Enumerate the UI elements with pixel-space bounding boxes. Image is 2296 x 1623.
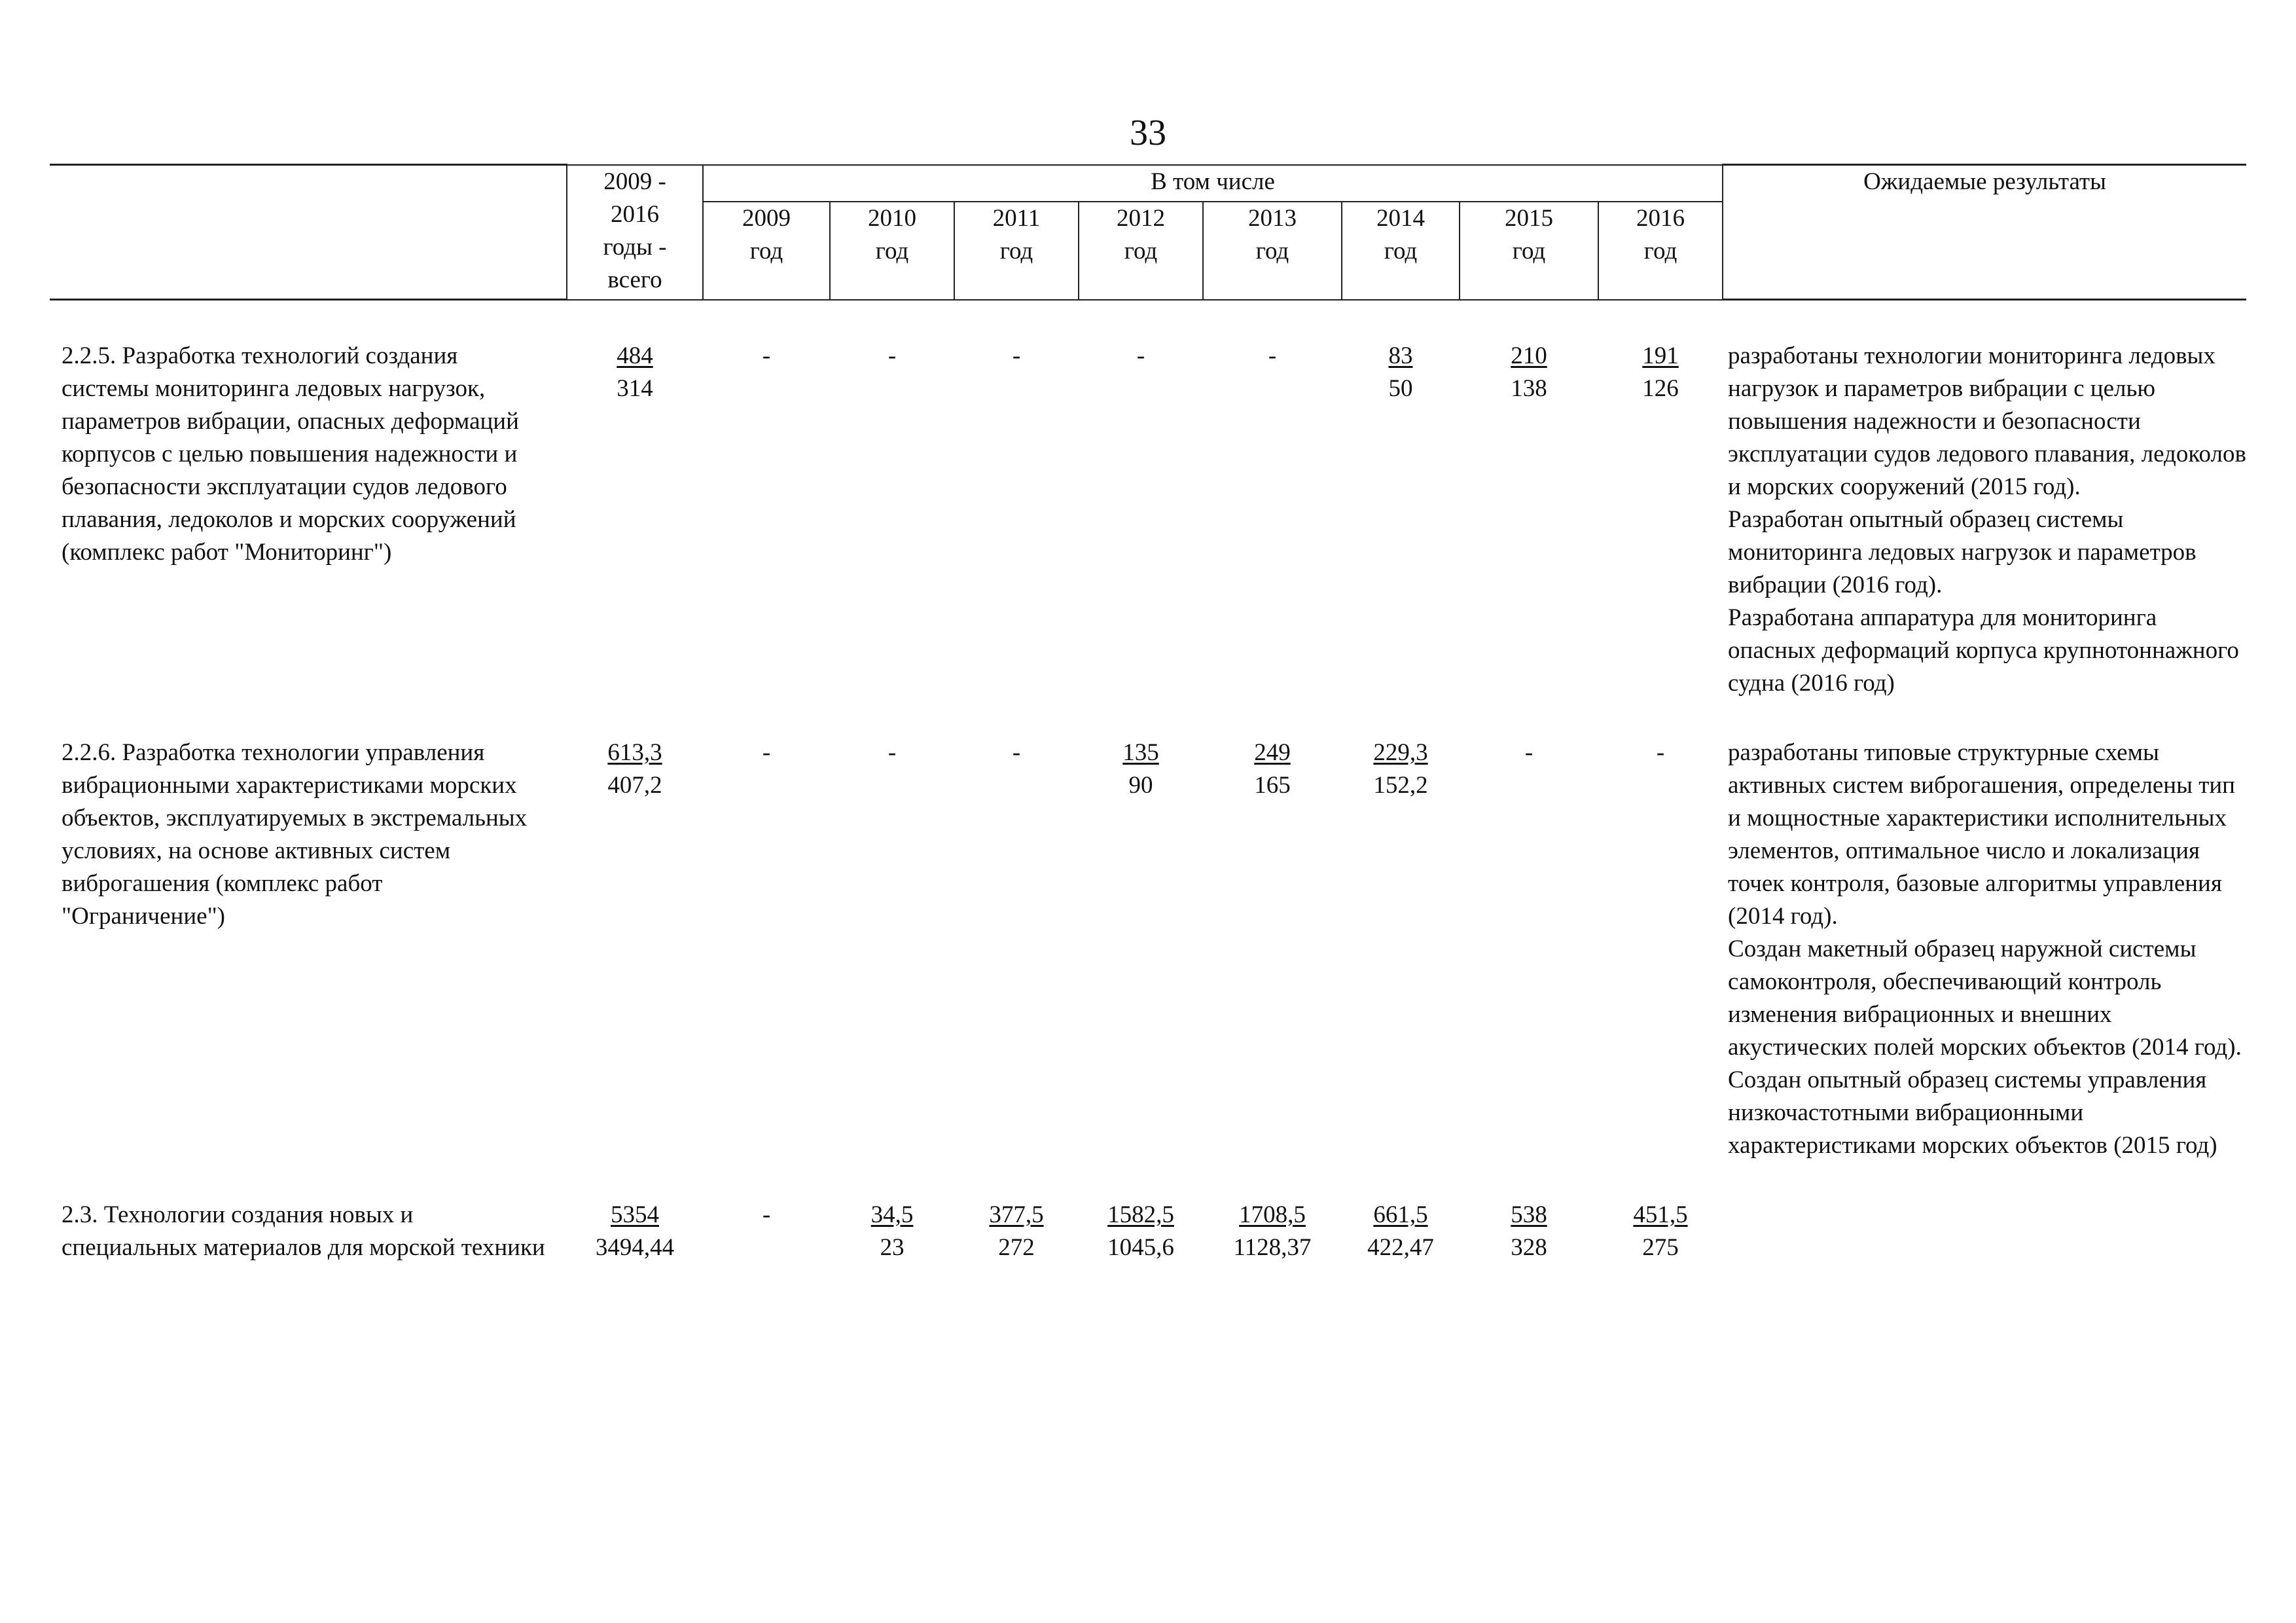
total-cell (567, 340, 703, 737)
value-budget-funding: 23 (880, 1234, 905, 1261)
header-in-total: В том числе (703, 165, 1723, 202)
value-total-funding: - (1656, 739, 1665, 766)
year-cell (954, 1199, 1079, 1301)
value-total-funding: 135 (1122, 739, 1159, 766)
program-table (50, 164, 2246, 1301)
value-total-funding: 613,3 (607, 739, 662, 766)
row-name: 2.2.6. Разработка технологии управления вибрационными характеристиками морских объектов, эксплуатируемых в экстремальных условиях, на основе активных систем виброгашения (комплекс работ "Ограничение") (62, 739, 528, 930)
value-total-funding: - (888, 739, 897, 766)
year-cell (830, 1199, 954, 1301)
value-total-funding: - (1012, 342, 1021, 369)
row-results: разработаны технологии мониторинга ледовых нагрузок и параметров вибрации с целью повышения надежности и безопасности эксплуатации судов ледового плавания, ледоколов и морских сооружений (2015 год). Разработан опытный образец системы мониторинга ледовых нагрузок и параметров вибрации (2016 год). Разработана аппаратура для мониторинга опасных деформаций корпуса крупнотоннажного судна (2016 год) (1728, 342, 2246, 697)
table-header (50, 165, 2246, 300)
year-cell (703, 340, 830, 737)
header-year-2015: 2015 год (1460, 202, 1598, 300)
value-total-funding: 34,5 (870, 1201, 914, 1228)
value-budget-funding: 422,47 (1367, 1234, 1434, 1261)
value-total-funding: 1582,5 (1107, 1201, 1174, 1228)
header-year-2016: 2016 год (1598, 202, 1723, 300)
value-budget-funding: 1045,6 (1107, 1234, 1174, 1261)
value-total-funding: - (1268, 342, 1277, 369)
year-cell (1342, 340, 1460, 737)
header-year-2009: 2009 год (703, 202, 830, 300)
year-cell (830, 340, 954, 737)
year-cell (954, 737, 1079, 1199)
value-budget-funding: 275 (1642, 1234, 1679, 1261)
value-total-funding: 83 (1388, 342, 1413, 369)
year-cell (1203, 737, 1342, 1199)
value-budget-funding: 90 (1128, 772, 1153, 799)
header-name-cell (50, 165, 567, 300)
header-year-2012: 2012 год (1079, 202, 1203, 300)
value-total-funding: 538 (1511, 1201, 1547, 1228)
year-cell (1342, 737, 1460, 1199)
header-year-2013: 2013 год (1203, 202, 1342, 300)
value-total-funding: 1708,5 (1239, 1201, 1306, 1228)
year-cell (1460, 340, 1598, 737)
header-year-2011: 2011 год (954, 202, 1079, 300)
value-total-funding: 229,3 (1373, 739, 1428, 766)
value-total-funding: 451,5 (1633, 1201, 1688, 1228)
total-cell (567, 737, 703, 1199)
value-total-funding: 191 (1642, 342, 1679, 369)
page-number: 33 (1130, 113, 1166, 153)
table-row (50, 340, 2246, 737)
year-cell (1598, 1199, 1723, 1301)
year-cell (830, 737, 954, 1199)
value-budget-funding: 152,2 (1373, 772, 1428, 799)
table-row (50, 737, 2246, 1199)
value-budget-funding: 328 (1511, 1234, 1547, 1261)
year-cell (703, 1199, 830, 1301)
row-results: разработаны типовые структурные схемы активных систем виброгашения, определены тип и мощностные характеристики исполнительных элементов, оптимальное число и локализация точек контроля, базовые алгоритмы управления (2014 год). Создан макетный образец наружной системы самоконтроля, обеспечивающий контроль изменения вибрационных и внешних акустических полей морских объектов (2014 год). Создан опытный образец системы управления низкочастотными вибрационными характеристиками морских объектов (2015 год) (1728, 739, 2242, 1159)
total-cell (567, 1199, 703, 1301)
value-total-funding: - (762, 342, 771, 369)
year-cell (1342, 1199, 1460, 1301)
value-total-funding: 210 (1511, 342, 1547, 369)
value-budget-funding: 407,2 (607, 772, 662, 799)
row-name: 2.3. Технологии создания новых и специальных материалов для морской техники (62, 1201, 545, 1261)
value-total-funding: 484 (617, 342, 653, 369)
value-budget-funding: 314 (617, 375, 653, 402)
value-total-funding: 5354 (611, 1201, 659, 1228)
year-cell (1460, 737, 1598, 1199)
value-budget-funding: 272 (998, 1234, 1035, 1261)
value-total-funding: - (888, 342, 897, 369)
header-year-2010: 2010 год (830, 202, 954, 300)
year-cell (1079, 1199, 1203, 1301)
year-cell (1203, 1199, 1342, 1301)
year-cell (703, 737, 830, 1199)
value-budget-funding: 126 (1642, 375, 1679, 402)
value-budget-funding: 138 (1511, 375, 1547, 402)
header-total: 2009 - 2016 годы - всего (567, 165, 703, 300)
value-total-funding: - (1136, 342, 1145, 369)
value-total-funding: - (762, 1201, 771, 1228)
value-total-funding: 377,5 (989, 1201, 1044, 1228)
value-budget-funding: 50 (1388, 375, 1413, 402)
year-cell (1598, 340, 1723, 737)
header-year-2014: 2014 год (1342, 202, 1460, 300)
table-body (50, 300, 2246, 1302)
value-total-funding: 249 (1254, 739, 1291, 766)
row-results (1723, 1199, 2246, 1301)
year-cell (1079, 340, 1203, 737)
value-budget-funding: 165 (1254, 772, 1291, 799)
year-cell (1598, 737, 1723, 1199)
value-total-funding: 661,5 (1373, 1201, 1428, 1228)
value-budget-funding: 1128,37 (1233, 1234, 1312, 1261)
year-cell (1203, 340, 1342, 737)
value-total-funding: - (1524, 739, 1534, 766)
year-cell (1079, 737, 1203, 1199)
year-cell (954, 340, 1079, 737)
table-row (50, 1199, 2246, 1301)
row-name: 2.2.5. Разработка технологий создания системы мониторинга ледовых нагрузок, параметров вибрации, опасных деформаций корпусов с целью повышения надежности и безопасности эксплуатации судов ледового плавания, ледоколов и морских сооружений (комплекс работ "Мониторинг") (62, 342, 519, 566)
header-gap (50, 300, 2246, 340)
value-total-funding: - (762, 739, 771, 766)
header-results: Ожидаемые результаты (1723, 165, 2246, 300)
year-cell (1460, 1199, 1598, 1301)
value-total-funding: - (1012, 739, 1021, 766)
value-budget-funding: 3494,44 (595, 1234, 675, 1261)
